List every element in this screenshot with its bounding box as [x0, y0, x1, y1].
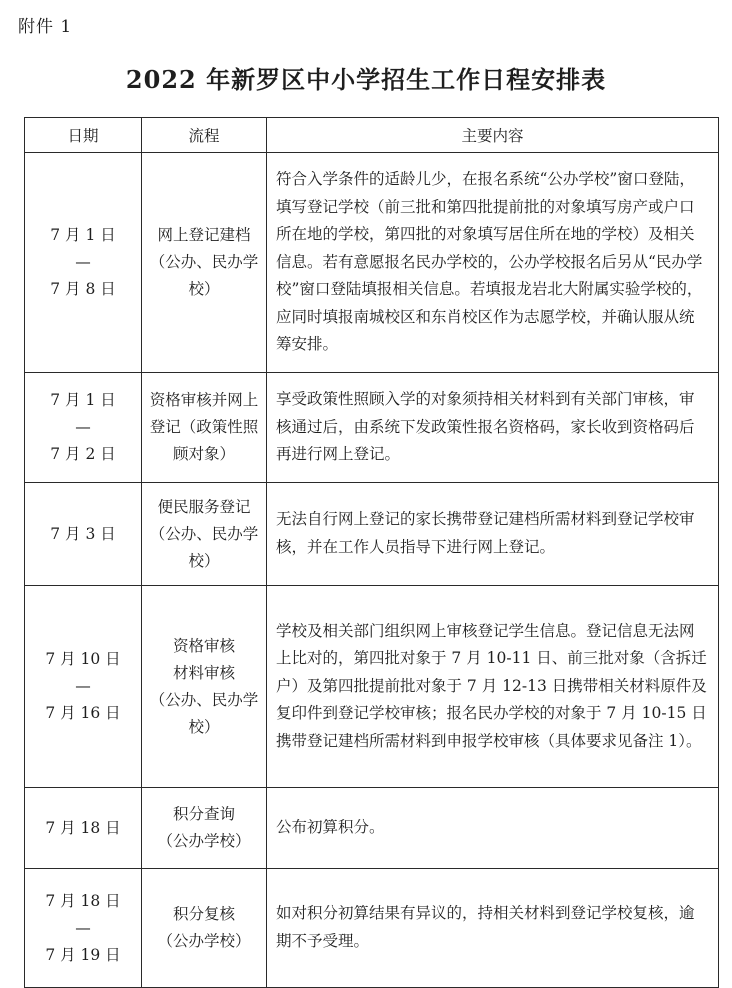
process-line: 登记（政策性照 — [149, 418, 259, 436]
process-line: 校） — [188, 551, 220, 570]
process-cell — [142, 586, 267, 788]
date-cell — [25, 153, 142, 373]
table-row — [25, 483, 719, 586]
process-cell — [142, 483, 267, 586]
date-line: 7 月 16 日 — [45, 704, 121, 722]
process-cell — [142, 373, 267, 483]
date-line: 7 月 19 日 — [45, 945, 121, 964]
table-row — [25, 586, 719, 788]
content-cell: 无法自行网上登记的家长携带登记建档所需材料到登记学校审核，并在工作人员指导下进行网上登记。 — [267, 483, 719, 586]
date-cell — [25, 788, 142, 869]
content-cell: 公布初算积分。 — [267, 788, 719, 869]
date-line: 7 月 3 日 — [50, 524, 116, 543]
date-line: 7 月 2 日 — [50, 445, 116, 463]
process-cell — [142, 153, 267, 373]
header-process: 流程 — [142, 118, 267, 153]
table-row — [25, 153, 719, 373]
content-cell: 享受政策性照顾入学的对象须持相关材料到有关部门审核，审核通过后，由系统下发政策性报名资格码，家长收到资格码后再进行网上登记。 — [267, 373, 719, 483]
date-line: 7 月 10 日 — [45, 650, 121, 668]
date-line: 7 月 1 日 — [50, 391, 116, 409]
table-row — [25, 869, 719, 988]
process-line: 校） — [188, 717, 220, 736]
content-cell: 符合入学条件的适龄儿少，在报名系统“公办学校”窗口登陆，填写登记学校（前三批和第四批提前批的对象填写房产或户口所在地的学校，第四批的对象填写居住所在地的学校）及相关信息。若有意愿报名民办学校的，公办学校报名后另从“民办学校”窗口登陆填报相关信息。若填报龙岩北大附属实验学校的，应同时填报南城校区和东肖校区作为志愿学校，并确认服从统筹安排。 — [267, 153, 719, 373]
process-line: 便民服务登记 — [157, 497, 251, 516]
process-line: （公办学校） — [157, 832, 251, 850]
process-cell — [142, 869, 267, 988]
process-line: 校） — [188, 280, 220, 298]
content-cell: 如对积分初算结果有异议的，持相关材料到登记学校复核，逾期不予受理。 — [267, 869, 719, 988]
process-line: 资格审核 — [172, 636, 235, 655]
schedule-table — [24, 117, 719, 988]
date-dash: — — [75, 253, 91, 271]
date-dash: — — [75, 918, 91, 937]
process-line: （公办、民办学 — [149, 524, 259, 543]
date-cell — [25, 586, 142, 788]
header-content: 主要内容 — [267, 118, 719, 153]
date-dash: — — [75, 418, 91, 436]
date-dash: — — [75, 677, 91, 695]
date-line: 7 月 18 日 — [45, 818, 121, 837]
process-line: （公办、民办学 — [149, 253, 259, 271]
date-line: 7 月 18 日 — [45, 891, 121, 910]
process-line: 材料审核 — [172, 663, 235, 682]
process-line: 网上登记建档 — [157, 226, 251, 244]
table-header-row — [25, 118, 719, 153]
process-cell — [142, 788, 267, 869]
process-line: （公办、民办学 — [149, 690, 259, 709]
process-line: 资格审核并网上 — [149, 391, 259, 409]
attachment-label: 附件 1 — [18, 17, 73, 37]
process-line: （公办学校） — [157, 932, 251, 950]
process-line: 积分复核 — [172, 905, 235, 923]
process-line: 顾对象） — [172, 445, 235, 463]
table-row — [25, 373, 719, 483]
page-title: 2022 年新罗区中小学招生工作日程安排表 — [125, 65, 607, 94]
table-row — [25, 788, 719, 869]
header-date: 日期 — [25, 118, 142, 153]
date-line: 7 月 8 日 — [50, 280, 116, 298]
date-cell — [25, 869, 142, 988]
date-cell — [25, 373, 142, 483]
date-line: 7 月 1 日 — [50, 226, 116, 244]
process-line: 积分查询 — [172, 805, 235, 823]
date-cell — [25, 483, 142, 586]
content-cell: 学校及相关部门组织网上审核登记学生信息。登记信息无法网上比对的，第四批对象于 7 月 10-11 日、前三批对象（含拆迁户）及第四批提前批对象于 7 月 12-13 日携带相关材料原件及复印件到登记学校审核；报名民办学校的对象于 7 月 10-15 日携带登记建档所需材料到申报学校审核（具体要求见备注 1）。 — [267, 586, 719, 788]
